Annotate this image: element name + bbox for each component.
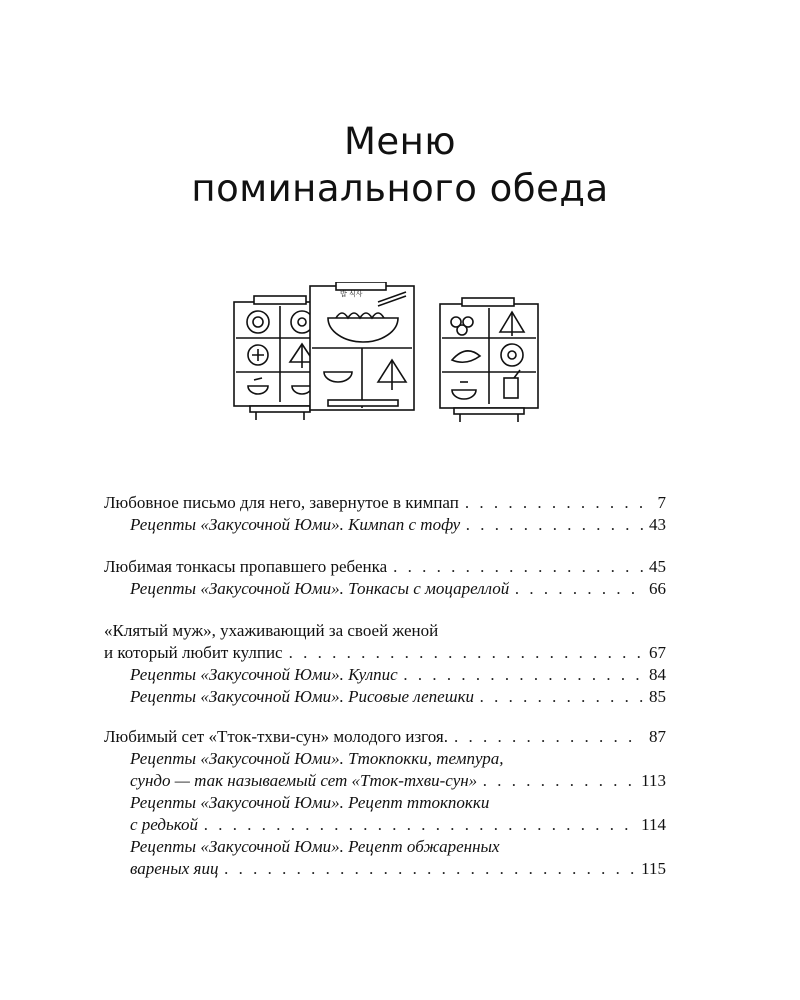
toc-entry-title: Любимый сет «Тток-тхви-сун» молодого изгоя. (104, 727, 448, 746)
toc-subentry (104, 686, 666, 708)
toc-entry (104, 556, 666, 578)
toc-page-number: 67 (649, 643, 666, 662)
toc-entry-title: сундо — так называемый сет «Тток-тхви-сун» (130, 771, 478, 790)
toc-subentry-title-line: Рецепты «Закусочной Юми». Рецепт ттокпокки (130, 793, 490, 812)
toc-entry-title: Любимая тонкасы пропавшего ребенка (104, 557, 388, 576)
toc-entry-title: Рецепты «Закусочной Юми». Кимпап с тофу (130, 515, 461, 534)
menu-board-middle (310, 282, 414, 410)
toc-leader-dots (204, 814, 635, 836)
toc-page-number: 66 (649, 579, 666, 598)
menu-boards-illustration (228, 282, 544, 432)
toc-entry (104, 726, 666, 748)
toc-page-number: 45 (649, 557, 666, 576)
menu-board-right (440, 298, 538, 422)
toc-group-3 (104, 620, 666, 708)
toc-leader-dots (404, 664, 643, 686)
toc-entry-title-line: «Клятый муж», ухаживающий за своей женой (104, 621, 439, 640)
toc-entry (104, 492, 666, 514)
toc-page-number: 113 (641, 771, 666, 790)
toc-subentry (104, 858, 666, 880)
title-line-1: Меню (343, 120, 457, 163)
toc-subentry-title-line: Рецепты «Закусочной Юми». Ттокпокки, темпура, (130, 749, 504, 768)
toc-entry-title: Рецепты «Закусочной Юми». Кулпис (130, 665, 398, 684)
toc-subentry-title-line: Рецепты «Закусочной Юми». Рецепт обжаренных (130, 837, 500, 856)
toc-leader-dots (466, 514, 643, 536)
toc-group-1 (104, 492, 666, 536)
title-line-2: поминального обеда (191, 167, 609, 210)
toc-entry-title: вареных яиц (130, 859, 219, 878)
page-title (0, 118, 800, 212)
toc-entry-title: с редькой (130, 815, 199, 834)
toc-page-number: 43 (649, 515, 666, 534)
toc-leader-dots (454, 726, 643, 748)
toc-page-number: 115 (641, 859, 666, 878)
toc-entry-title: и который любит кулпис (104, 643, 283, 662)
toc-leader-dots (289, 642, 643, 664)
toc-leader-dots (515, 578, 643, 600)
toc-subentry (104, 770, 666, 792)
toc-subentry (104, 514, 666, 536)
toc-group-4 (104, 726, 666, 880)
toc-page-number: 84 (649, 665, 666, 684)
toc-page-number: 87 (649, 727, 666, 746)
toc-subentry (104, 578, 666, 600)
menu-board-heading: 밥 식사 (340, 290, 363, 298)
toc-group-2 (104, 556, 666, 600)
toc-subentry (104, 664, 666, 686)
table-of-contents (104, 492, 666, 900)
toc-leader-dots (465, 492, 652, 514)
toc-subentry (104, 814, 666, 836)
toc-entry-title: Любовное письмо для него, завернутое в кимпап (104, 493, 459, 512)
toc-entry-title: Рецепты «Закусочной Юми». Тонкасы с моцареллой (130, 579, 510, 598)
toc-leader-dots (480, 686, 643, 708)
toc-entry (104, 642, 666, 664)
toc-page-number: 114 (641, 815, 666, 834)
toc-page-number: 85 (649, 687, 666, 706)
toc-leader-dots (483, 770, 635, 792)
toc-leader-dots (393, 556, 643, 578)
toc-page-number: 7 (657, 493, 666, 512)
toc-leader-dots (224, 858, 635, 880)
toc-entry-title: Рецепты «Закусочной Юми». Рисовые лепешки (130, 687, 475, 706)
